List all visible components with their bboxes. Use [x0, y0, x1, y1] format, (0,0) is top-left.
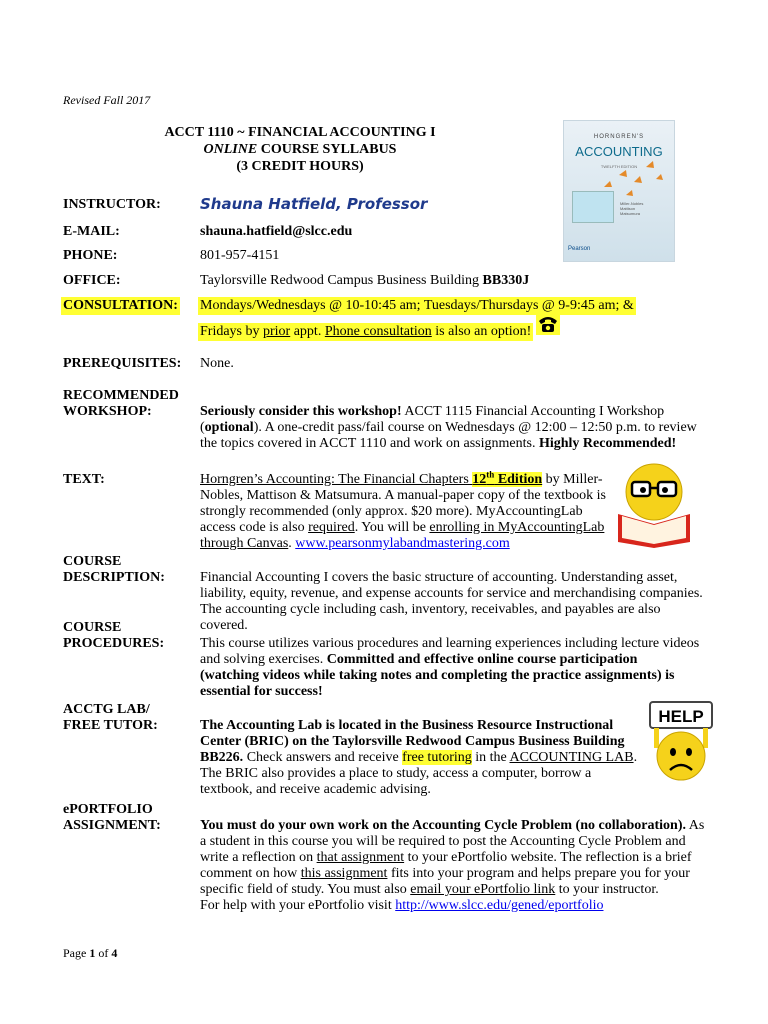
workshop-text: Seriously consider this workshop! ACCT 1115 Financial Accounting I Workshop (optional). A one-credit pass/fail course on Wednesdays @ 12:00 – 12:50 p.m. to review the topics covered in ACCT 1110 and work on assignments. Highly Recommended!: [200, 404, 697, 451]
help-emoji-icon: [646, 698, 716, 784]
eportfolio-text: You must do your own work on the Accounting Cycle Problem (no collaboration). As a student in this course you will be required to post the Accounting Cycle Problem and write a reflection on that assignment to your ePortfolio website. The reflection is a brief comment on how this assignment fits into your program and helps prepare you for your specific field of study. You must also email your ePortfolio link to your instructor. For help with your ePortfolio visit http://www.slcc.edu/gened/eportfolio: [200, 818, 705, 913]
instructor-label: INSTRUCTOR:: [63, 197, 161, 212]
office-value: Taylorsville Redwood Campus Business Building BB330J: [200, 273, 530, 288]
credit-hours: (3 CREDIT HOURS): [236, 159, 364, 174]
prerequisites-label: PREREQUISITES:: [63, 356, 182, 371]
pearson-link[interactable]: www.pearsonmylabandmastering.com: [295, 536, 510, 551]
lab-label-2: FREE TUTOR:: [63, 718, 158, 733]
procedures-label-1: COURSE: [63, 620, 122, 635]
workshop-label-1: RECOMMENDED: [63, 388, 179, 403]
help-sign-text: HELP: [658, 707, 704, 726]
description-label-2: DESCRIPTION:: [63, 570, 165, 585]
laptop-icon: [572, 191, 614, 223]
cover-publisher: Pearson: [568, 246, 591, 252]
textbook-cover-image: [563, 120, 675, 262]
consultation-hours: Mondays/Wednesdays @ 10-10:45 am; Tuesdays/Thursdays @ 9-9:45 am; &: [200, 298, 634, 313]
lab-label-1: ACCTG LAB/: [63, 702, 150, 717]
prerequisites-value: None.: [200, 356, 234, 371]
description-text: Financial Accounting I covers the basic structure of accounting. Understanding asset, liability, equity, revenue, and expense accounts for service and merchandising companies. The accounting cycle including cash, inventory, receivables, and payables are also covered.: [200, 570, 703, 633]
revised-date: Revised Fall 2017: [63, 93, 151, 107]
procedures-text: This course utilizes various procedures and learning experiences including lecture videos and solving exercises. Committed and effective online course participation (watching videos while taking notes and completing the practice assignments) is essential for success!: [200, 636, 700, 699]
email-value[interactable]: shauna.hatfield@slcc.edu: [200, 224, 353, 239]
lab-text: The Accounting Lab is located in the Business Resource Instructional Center (BRIC) on the Taylorsville Redwood Campus Business Building BB226. Check answers and receive free tutoring in the ACCOUNTING LAB. The BRIC also provides a place to study, access a computer, borrow a textbook, and receive academic advising.: [200, 718, 638, 797]
consultation-label: CONSULTATION:: [63, 298, 178, 313]
eportfolio-link[interactable]: http://www.slcc.edu/gened/eportfolio: [395, 898, 604, 913]
cover-title: ACCOUNTING: [575, 144, 663, 159]
instructor-name: Shauna Hatfield, Professor: [200, 195, 428, 213]
course-title: ACCT 1110 ~ FINANCIAL ACCOUNTING I: [164, 125, 436, 140]
cover-authors: Miller-Nobles Mattison Matsumura: [620, 201, 644, 216]
text-description: Horngren’s Accounting: The Financial Chapters 12th Edition by Miller-Nobles, Mattison & Matsumura. A manual-paper copy of the textbook is strongly recommended (only approx. $20 more). MyAccountingLab access code is also required. You will be enrolling in MyAccountingLab through Canvas. www.pearsonmylabandmastering.com: [200, 469, 606, 551]
consultation-fridays: Fridays by prior appt. Phone consultation is also an option!: [200, 324, 532, 339]
page-number: Page 1 of 4: [63, 946, 118, 960]
telephone-icon: [536, 313, 560, 335]
eportfolio-label-2: ASSIGNMENT:: [63, 818, 161, 833]
office-label: OFFICE:: [63, 273, 121, 288]
workshop-label-2: WORKSHOP:: [63, 404, 152, 419]
phone-value: 801-957-4151: [200, 248, 280, 263]
reading-emoji-icon: [612, 458, 696, 548]
description-label-1: COURSE: [63, 554, 122, 569]
phone-label: PHONE:: [63, 248, 118, 263]
procedures-label-2: PROCEDURES:: [63, 636, 165, 651]
course-subtitle: ONLINE COURSE SYLLABUS: [203, 142, 397, 157]
text-label: TEXT:: [63, 472, 105, 487]
eportfolio-label-1: ePORTFOLIO: [63, 802, 153, 817]
cover-series: HORNGREN'S: [593, 134, 645, 140]
email-label: E-MAIL:: [63, 224, 120, 239]
cover-edition: TWELFTH EDITION: [600, 164, 638, 169]
